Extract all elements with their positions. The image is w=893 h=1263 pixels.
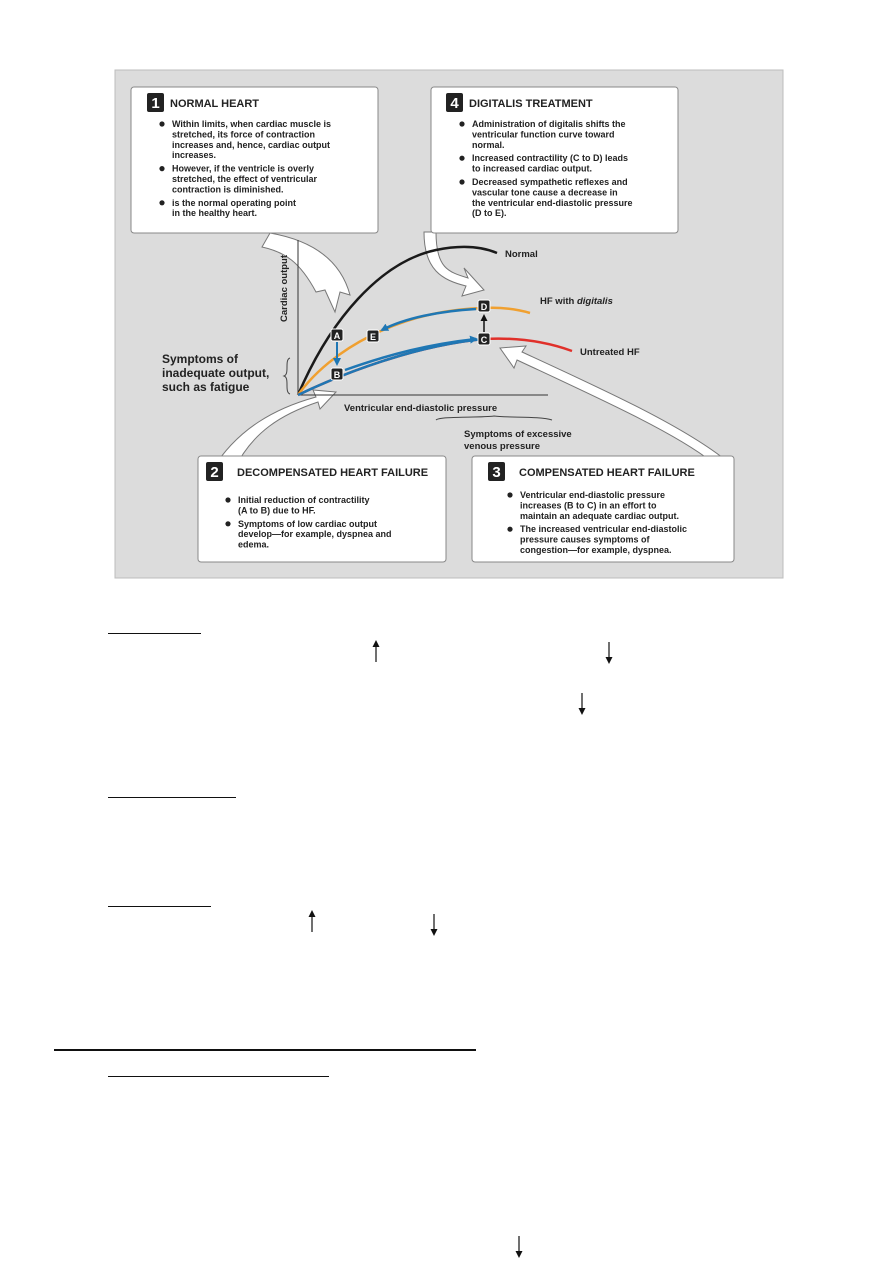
down-arrow-icon — [577, 691, 587, 715]
bullet-text-line: increases and, hence, cardiac output — [172, 139, 331, 150]
hf-digitalis-label — [540, 296, 613, 307]
bullet-text-line: congestion—for example, dyspnea. — [520, 545, 672, 555]
bullet-text-line: contraction is diminished. — [172, 184, 284, 195]
bullet-text-line: Symptoms of low cardiac output — [238, 518, 378, 529]
heading-underline-2 — [108, 797, 236, 798]
bullet-dot — [225, 521, 230, 526]
bullet-dot — [159, 166, 164, 171]
heading-underline-3 — [108, 906, 211, 907]
up-arrow-icon — [371, 640, 381, 664]
panel-4-title: DIGITALIS TREATMENT — [469, 98, 593, 110]
bullet-text-line: maintain an adequate cardiac output. — [520, 510, 680, 521]
point-d-label: D — [480, 302, 488, 312]
bullet-text-line: in the healthy heart. — [172, 208, 258, 219]
down-arrow-icon — [604, 640, 614, 664]
bullet-dot — [459, 156, 464, 161]
bullet-dot — [459, 179, 464, 184]
hf-digitalis-label-drug: digitalis — [576, 296, 613, 307]
bullet-dot — [507, 527, 512, 532]
down-arrow-icon — [514, 1234, 524, 1258]
bullet-text-line: increases (B to C) in an effort to — [520, 500, 657, 511]
symptoms-excessive-line-1: Symptoms of excessive — [464, 429, 572, 440]
bullet-dot — [459, 121, 464, 126]
bullet-text-line: Decreased sympathetic reflexes and — [472, 177, 628, 187]
down-arrow-icon — [429, 912, 439, 936]
point-c-label: C — [480, 335, 488, 345]
bullet-text-line: (D to E). — [472, 208, 507, 219]
bullet-text-line: Administration of digitalis shifts the — [472, 119, 626, 129]
bullet-text-line: increases. — [172, 150, 217, 161]
heading-underline-4 — [108, 1076, 329, 1077]
bullet-text-line: Ventricular end-diastolic pressure — [520, 490, 666, 500]
panel-2-title: DECOMPENSATED HEART FAILURE — [237, 467, 429, 479]
bullet-dot — [159, 200, 164, 205]
point-e-label: E — [369, 332, 377, 342]
hf-digitalis-label-prefix: HF with — [540, 296, 577, 307]
heading-underline-1 — [108, 633, 201, 634]
panel-1-number: 1 — [151, 95, 160, 112]
bullet-text-line: Increased contractility (C to D) leads — [472, 153, 629, 164]
x-axis-label: Ventricular end-diastolic pressure — [344, 403, 498, 414]
bullet-text-line: develop—for example, dyspnea and — [238, 529, 392, 540]
bullet-text-line: stretched, its force of contraction — [172, 129, 316, 140]
bullet-text-line: is the normal operating point — [172, 197, 297, 208]
panel-3-number: 3 — [492, 464, 501, 481]
bullet-text-line: vascular tone cause a decrease in — [472, 187, 618, 198]
bullet-dot — [507, 492, 512, 497]
section-divider — [54, 1049, 476, 1051]
bullet-text-line: pressure causes symptoms of — [520, 534, 650, 545]
bullet-text-line: (A to B) due to HF. — [238, 505, 316, 516]
point-a-label: A — [333, 331, 341, 341]
bullet-text-line: Within limits, when cardiac muscle is — [172, 119, 331, 129]
panel-3-title: COMPENSATED HEART FAILURE — [519, 467, 695, 479]
bullet-text-line: ventricular function curve toward — [472, 129, 615, 140]
bullet-dot — [159, 121, 164, 126]
bullet-text-line: The increased ventricular end-diastolic — [520, 524, 688, 535]
up-arrow-icon — [307, 910, 317, 934]
y-axis-label: Cardiac output — [279, 254, 290, 322]
panel-4-number: 4 — [450, 95, 459, 112]
symptoms-inadequate-line-3: such as fatigue — [162, 380, 250, 394]
bullet-text-line: to increased cardiac output. — [472, 163, 593, 174]
bullet-text-line: However, if the ventricle is overly — [172, 163, 315, 174]
symptoms-inadequate-line-1: Symptoms of — [162, 352, 239, 366]
bullet-text-line: stretched, the effect of ventricular — [172, 174, 318, 184]
bullet-text-line: Initial reduction of contractility — [238, 495, 370, 505]
symptoms-excessive-line-2: venous pressure — [464, 441, 541, 452]
panel-2-number: 2 — [210, 464, 219, 481]
bullet-dot — [225, 497, 230, 502]
untreated-hf-label: Untreated HF — [580, 347, 640, 358]
symptoms-inadequate-line-2: inadequate output, — [162, 366, 270, 380]
bullet-text-line: edema. — [238, 539, 270, 550]
normal-curve-label: Normal — [505, 249, 538, 260]
point-b-label: B — [333, 370, 341, 380]
bullet-text-line: the ventricular end-diastolic pressure — [472, 197, 633, 208]
bullet-text-line: normal. — [472, 139, 505, 150]
panel-1-title: NORMAL HEART — [170, 98, 260, 110]
